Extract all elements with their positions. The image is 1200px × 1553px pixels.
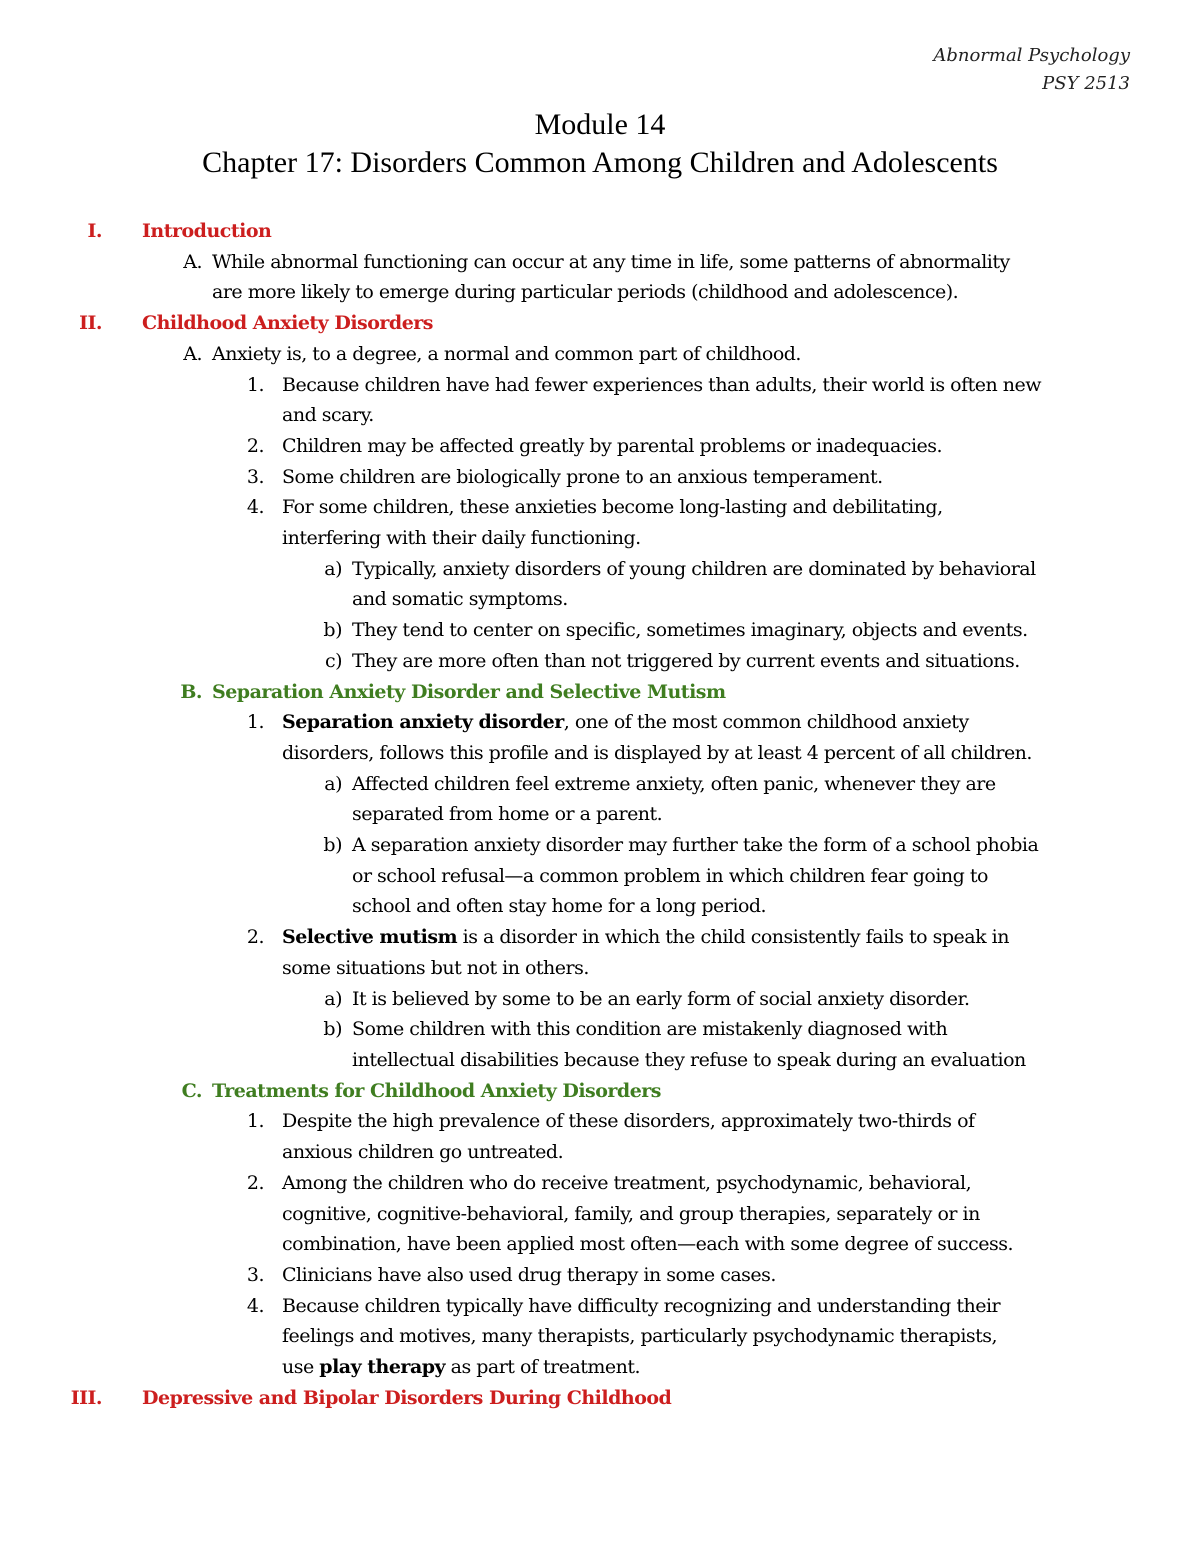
outline-item — [0, 1260, 1200, 1291]
item-marker: b) — [323, 619, 342, 642]
key-term: play therapy — [319, 1356, 446, 1379]
item-text-rest: is a disorder in which the child consistently fails to speak in — [457, 926, 1009, 949]
section-title: Childhood Anxiety Disorders — [142, 312, 433, 335]
outline-item-continuation — [0, 523, 1200, 554]
outline-item — [0, 830, 1200, 861]
item-text: disorders, follows this profile and is displayed by at least 4 percent of all children. — [282, 741, 1032, 764]
item-marker: 1. — [246, 373, 264, 396]
item-text: cognitive, cognitive-behavioral, family, and group therapies, separately or in — [282, 1202, 980, 1225]
item-marker: c) — [324, 649, 342, 672]
outline-item-continuation — [0, 738, 1200, 769]
item-text — [282, 1352, 1200, 1383]
item-text: While abnormal functioning can occur at any time in life, some patterns of abnormality — [212, 250, 1010, 273]
item-text: school and often stay home for a long period. — [352, 895, 767, 918]
item-text: Typically, anxiety disorders of young children are dominated by behavioral — [352, 557, 1036, 580]
running-header — [933, 42, 1130, 98]
outline-item — [0, 339, 1200, 370]
outline-item-continuation — [0, 1321, 1200, 1352]
item-text: Anxiety is, to a degree, a normal and common part of childhood. — [212, 342, 801, 365]
subsection-title: Treatments for Childhood Anxiety Disorders — [212, 1079, 661, 1102]
item-text: or school refusal—a common problem in which children fear going to — [352, 864, 988, 887]
item-marker: a) — [324, 772, 342, 795]
item-text: A separation anxiety disorder may further take the form of a school phobia — [352, 834, 1039, 857]
course-code: PSY 2513 — [1042, 73, 1130, 94]
item-marker: 4. — [246, 496, 264, 519]
item-marker: 2. — [246, 1171, 264, 1194]
outline-item — [0, 431, 1200, 462]
subsection-heading — [0, 1076, 1200, 1107]
item-text: interfering with their daily functioning. — [282, 527, 641, 550]
outline-item — [0, 370, 1200, 401]
outline-item-continuation — [0, 1045, 1200, 1076]
item-marker: 1. — [246, 1110, 264, 1133]
section-heading — [0, 1383, 1200, 1414]
outline-item-continuation — [0, 1229, 1200, 1260]
item-text: Affected children feel extreme anxiety, often panic, whenever they are — [352, 772, 996, 795]
outline-item-continuation — [0, 584, 1200, 615]
item-marker: a) — [324, 987, 342, 1010]
outline-item — [0, 707, 1200, 738]
outline-item — [0, 615, 1200, 646]
section-marker: I. — [87, 220, 102, 242]
course-name: Abnormal Psychology — [933, 45, 1130, 66]
outline-item — [0, 1291, 1200, 1322]
outline — [0, 216, 1200, 1413]
item-text-post: as part of treatment. — [445, 1356, 641, 1379]
item-marker: b) — [323, 1018, 342, 1041]
item-text: Among the children who do receive treatment, psychodynamic, behavioral, — [282, 1171, 972, 1194]
subsection-marker: B. — [180, 680, 202, 703]
item-text-pre: use — [282, 1356, 320, 1379]
item-text: Some children are biologically prone to an anxious temperament. — [282, 465, 883, 488]
section-title: Depressive and Bipolar Disorders During Childhood — [142, 1386, 672, 1409]
item-text: Clinicians have also used drug therapy in some cases. — [282, 1263, 776, 1286]
outline-item — [0, 462, 1200, 493]
subsection-heading — [0, 677, 1200, 708]
item-text: Despite the high prevalence of these disorders, approximately two-thirds of — [282, 1110, 975, 1133]
item-text: They tend to center on specific, sometimes imaginary, objects and events. — [352, 619, 1028, 642]
item-text: Children may be affected greatly by parental problems or inadequacies. — [282, 434, 943, 457]
item-marker: 2. — [246, 926, 264, 949]
section-marker: II. — [79, 312, 102, 335]
item-text: combination, have been applied most often—each with some degree of success. — [282, 1233, 1014, 1256]
outline-item-continuation — [0, 891, 1200, 922]
outline-item — [0, 769, 1200, 800]
item-text: and somatic symptoms. — [352, 588, 568, 611]
item-text: Because children have had fewer experiences than adults, their world is often new — [282, 373, 1042, 396]
chapter-title: Chapter 17: Disorders Common Among Children and Adolescents — [202, 146, 998, 179]
item-text: Some children with this condition are mistakenly diagnosed with — [352, 1018, 948, 1041]
item-text: It is believed by some to be an early form of social anxiety disorder. — [352, 987, 970, 1010]
item-text: For some children, these anxieties become long-lasting and debilitating, — [282, 496, 943, 519]
outline-item-continuation — [0, 277, 1200, 308]
outline-item — [0, 247, 1200, 278]
item-marker: 3. — [246, 465, 264, 488]
section-heading — [0, 216, 1200, 247]
item-marker: 2. — [246, 434, 264, 457]
outline-item — [0, 492, 1200, 523]
item-text: Because children typically have difficulty recognizing and understanding their — [282, 1294, 1001, 1317]
item-marker: A. — [183, 342, 202, 365]
item-text: are more likely to emerge during particular periods (childhood and adolescence). — [212, 281, 959, 304]
item-marker: a) — [324, 557, 342, 580]
outline-item-continuation — [0, 400, 1200, 431]
outline-item — [0, 1106, 1200, 1137]
section-heading — [0, 308, 1200, 339]
outline-item — [0, 1014, 1200, 1045]
item-marker: b) — [323, 834, 342, 857]
item-text: feelings and motives, many therapists, particularly psychodynamic therapists, — [282, 1325, 998, 1348]
key-term: Separation anxiety disorder — [282, 711, 564, 734]
item-text — [282, 707, 1200, 738]
outline-item-continuation — [0, 799, 1200, 830]
outline-item — [0, 1168, 1200, 1199]
outline-item-continuation — [0, 1137, 1200, 1168]
module-title: Module 14 — [534, 108, 666, 141]
item-text: They are more often than not triggered by current events and situations. — [352, 649, 1020, 672]
outline-item — [0, 554, 1200, 585]
subsection-marker: C. — [181, 1079, 202, 1102]
item-text: and scary. — [282, 404, 374, 427]
item-text-rest: , one of the most common childhood anxiety — [563, 711, 969, 734]
item-marker: 1. — [246, 711, 264, 734]
item-marker: 4. — [246, 1294, 264, 1317]
subsection-title: Separation Anxiety Disorder and Selective Mutism — [212, 680, 726, 703]
item-text: anxious children go untreated. — [282, 1141, 564, 1164]
item-text: intellectual disabilities because they refuse to speak during an evaluation — [352, 1048, 1026, 1071]
section-marker: III. — [70, 1386, 102, 1409]
key-term: Selective mutism — [282, 926, 458, 949]
section-title: Introduction — [142, 220, 272, 242]
item-text: some situations but not in others. — [282, 956, 589, 979]
item-marker: 3. — [246, 1263, 264, 1286]
outline-item — [0, 646, 1200, 677]
outline-item — [0, 984, 1200, 1015]
outline-item-continuation — [0, 1199, 1200, 1230]
item-text: separated from home or a parent. — [352, 803, 663, 826]
outline-item-continuation — [0, 861, 1200, 892]
item-text — [282, 922, 1200, 953]
outline-item-continuation — [0, 1352, 1200, 1383]
outline-item-continuation — [0, 953, 1200, 984]
item-marker: A. — [183, 250, 202, 273]
outline-item — [0, 922, 1200, 953]
